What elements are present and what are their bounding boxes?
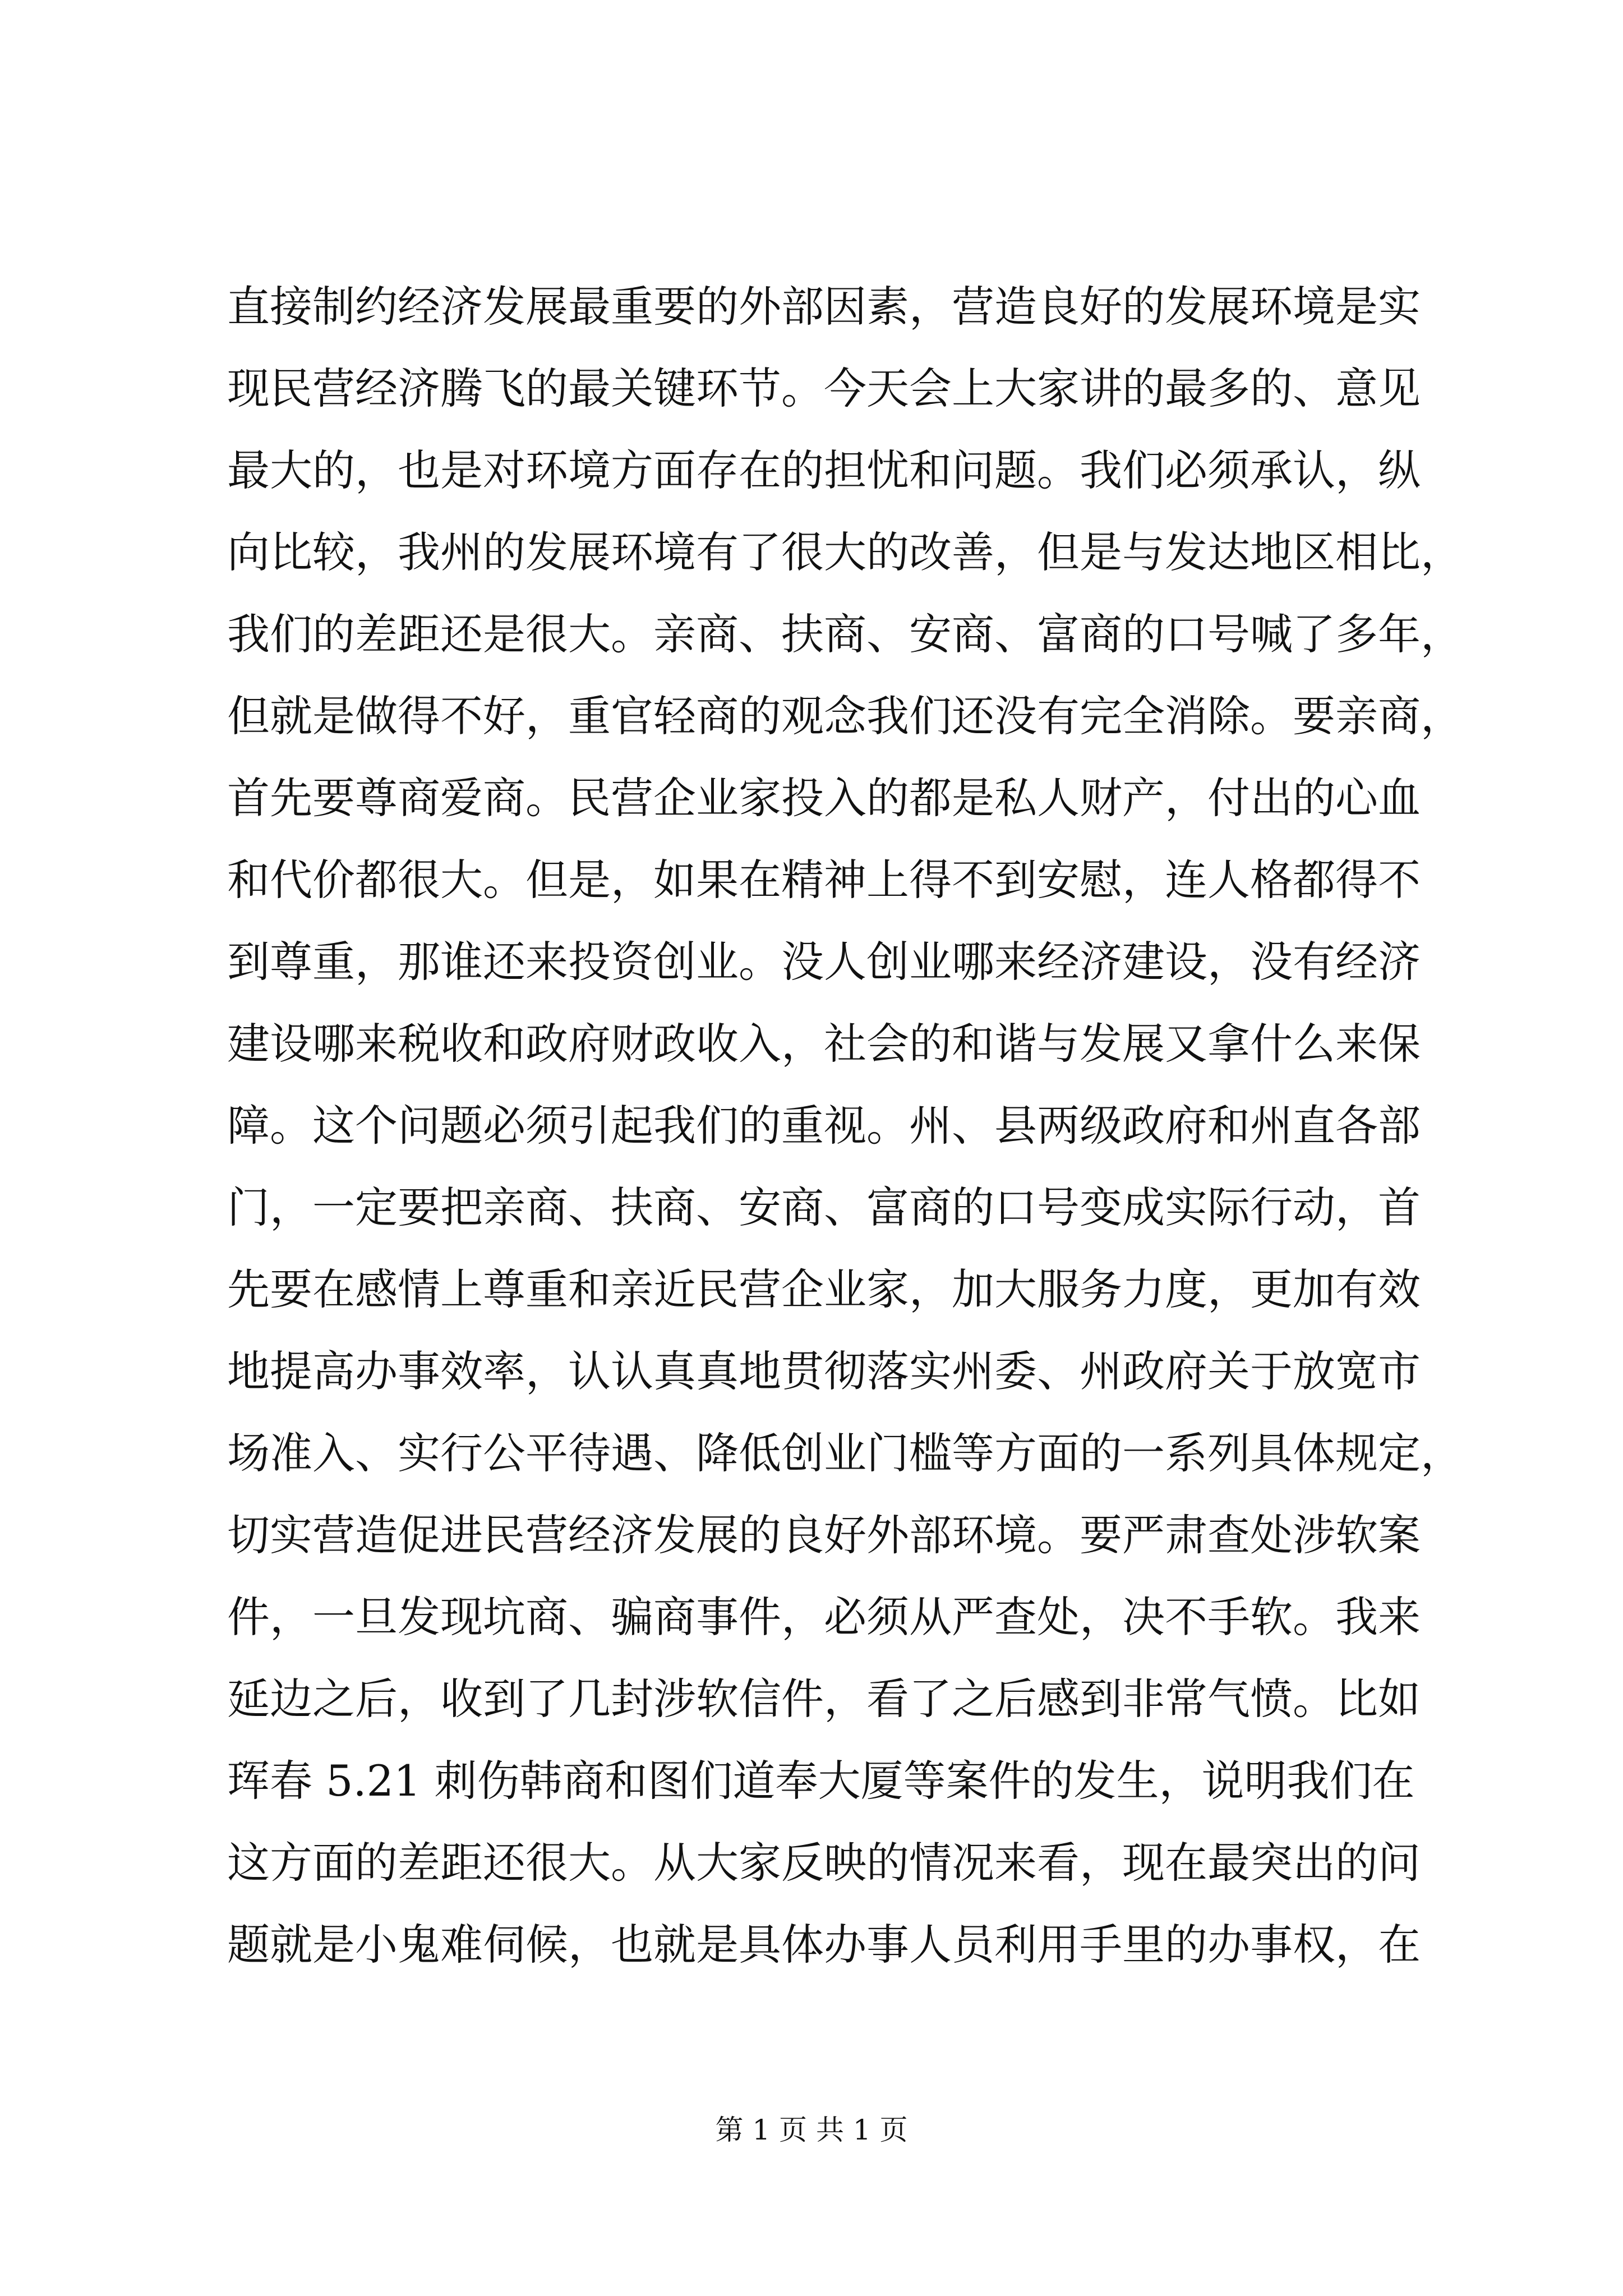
text-line: 这方面的差距还很大。从大家反映的情况来看，现在最突出的问 [227,1838,1421,1888]
text-line: 场准入、实行公平待遇、降低创业门槛等方面的一系列具体规定， [227,1428,1463,1478]
body-text [227,266,1463,1986]
text-line: 件，一旦发现坑商、骗商事件，必须从严查处，决不手软。我来 [227,1592,1421,1642]
text-line: 珲春 5.21 刺伤韩商和图们道奉大厦等案件的发生，说明我们在 [227,1756,1415,1806]
text-line: 延边之后，收到了几封涉软信件，看了之后感到非常气愤。比如 [227,1674,1421,1724]
text-line: 切实营造促进民营经济发展的良好外部环境。要严肃查处涉软案 [227,1510,1421,1560]
text-line: 最大的，也是对环境方面存在的担忧和问题。我们必须承认，纵 [227,445,1421,495]
text-line: 现民营经济腾飞的最关键环节。今天会上大家讲的最多的、意见 [227,364,1421,413]
text-line: 但就是做得不好，重官轻商的观念我们还没有完全消除。要亲商， [227,691,1463,741]
text-line: 建设哪来税收和政府财政收入，社会的和谐与发展又拿什么来保 [227,1019,1421,1069]
text-line: 我们的差距还是很大。亲商、扶商、安商、富商的口号喊了多年， [227,609,1463,659]
text-line: 门，一定要把亲商、扶商、安商、富商的口号变成实际行动，首 [227,1182,1421,1232]
page-number-label: 第 1 页 共 1 页 [715,2114,908,2146]
text-line: 向比较，我州的发展环境有了很大的改善，但是与发达地区相比， [227,527,1463,577]
text-line: 先要在感情上尊重和亲近民营企业家，加大服务力度，更加有效 [227,1264,1421,1314]
text-line: 地提高办事效率，认认真真地贯彻落实州委、州政府关于放宽市 [227,1346,1421,1396]
text-line: 首先要尊商爱商。民营企业家投入的都是私人财产，付出的心血 [227,773,1421,823]
text-line: 到尊重，那谁还来投资创业。没人创业哪来经济建设，没有经济 [227,937,1421,987]
text-line: 和代价都很大。但是，如果在精神上得不到安慰，连人格都得不 [227,855,1421,905]
text-line: 障。这个问题必须引起我们的重视。州、县两级政府和州直各部 [227,1101,1421,1151]
page-footer [0,2110,1623,2150]
text-line: 直接制约经济发展最重要的外部因素，营造良好的发展环境是实 [227,282,1421,332]
text-line: 题就是小鬼难伺候，也就是具体办事人员利用手里的办事权，在 [227,1920,1421,1970]
